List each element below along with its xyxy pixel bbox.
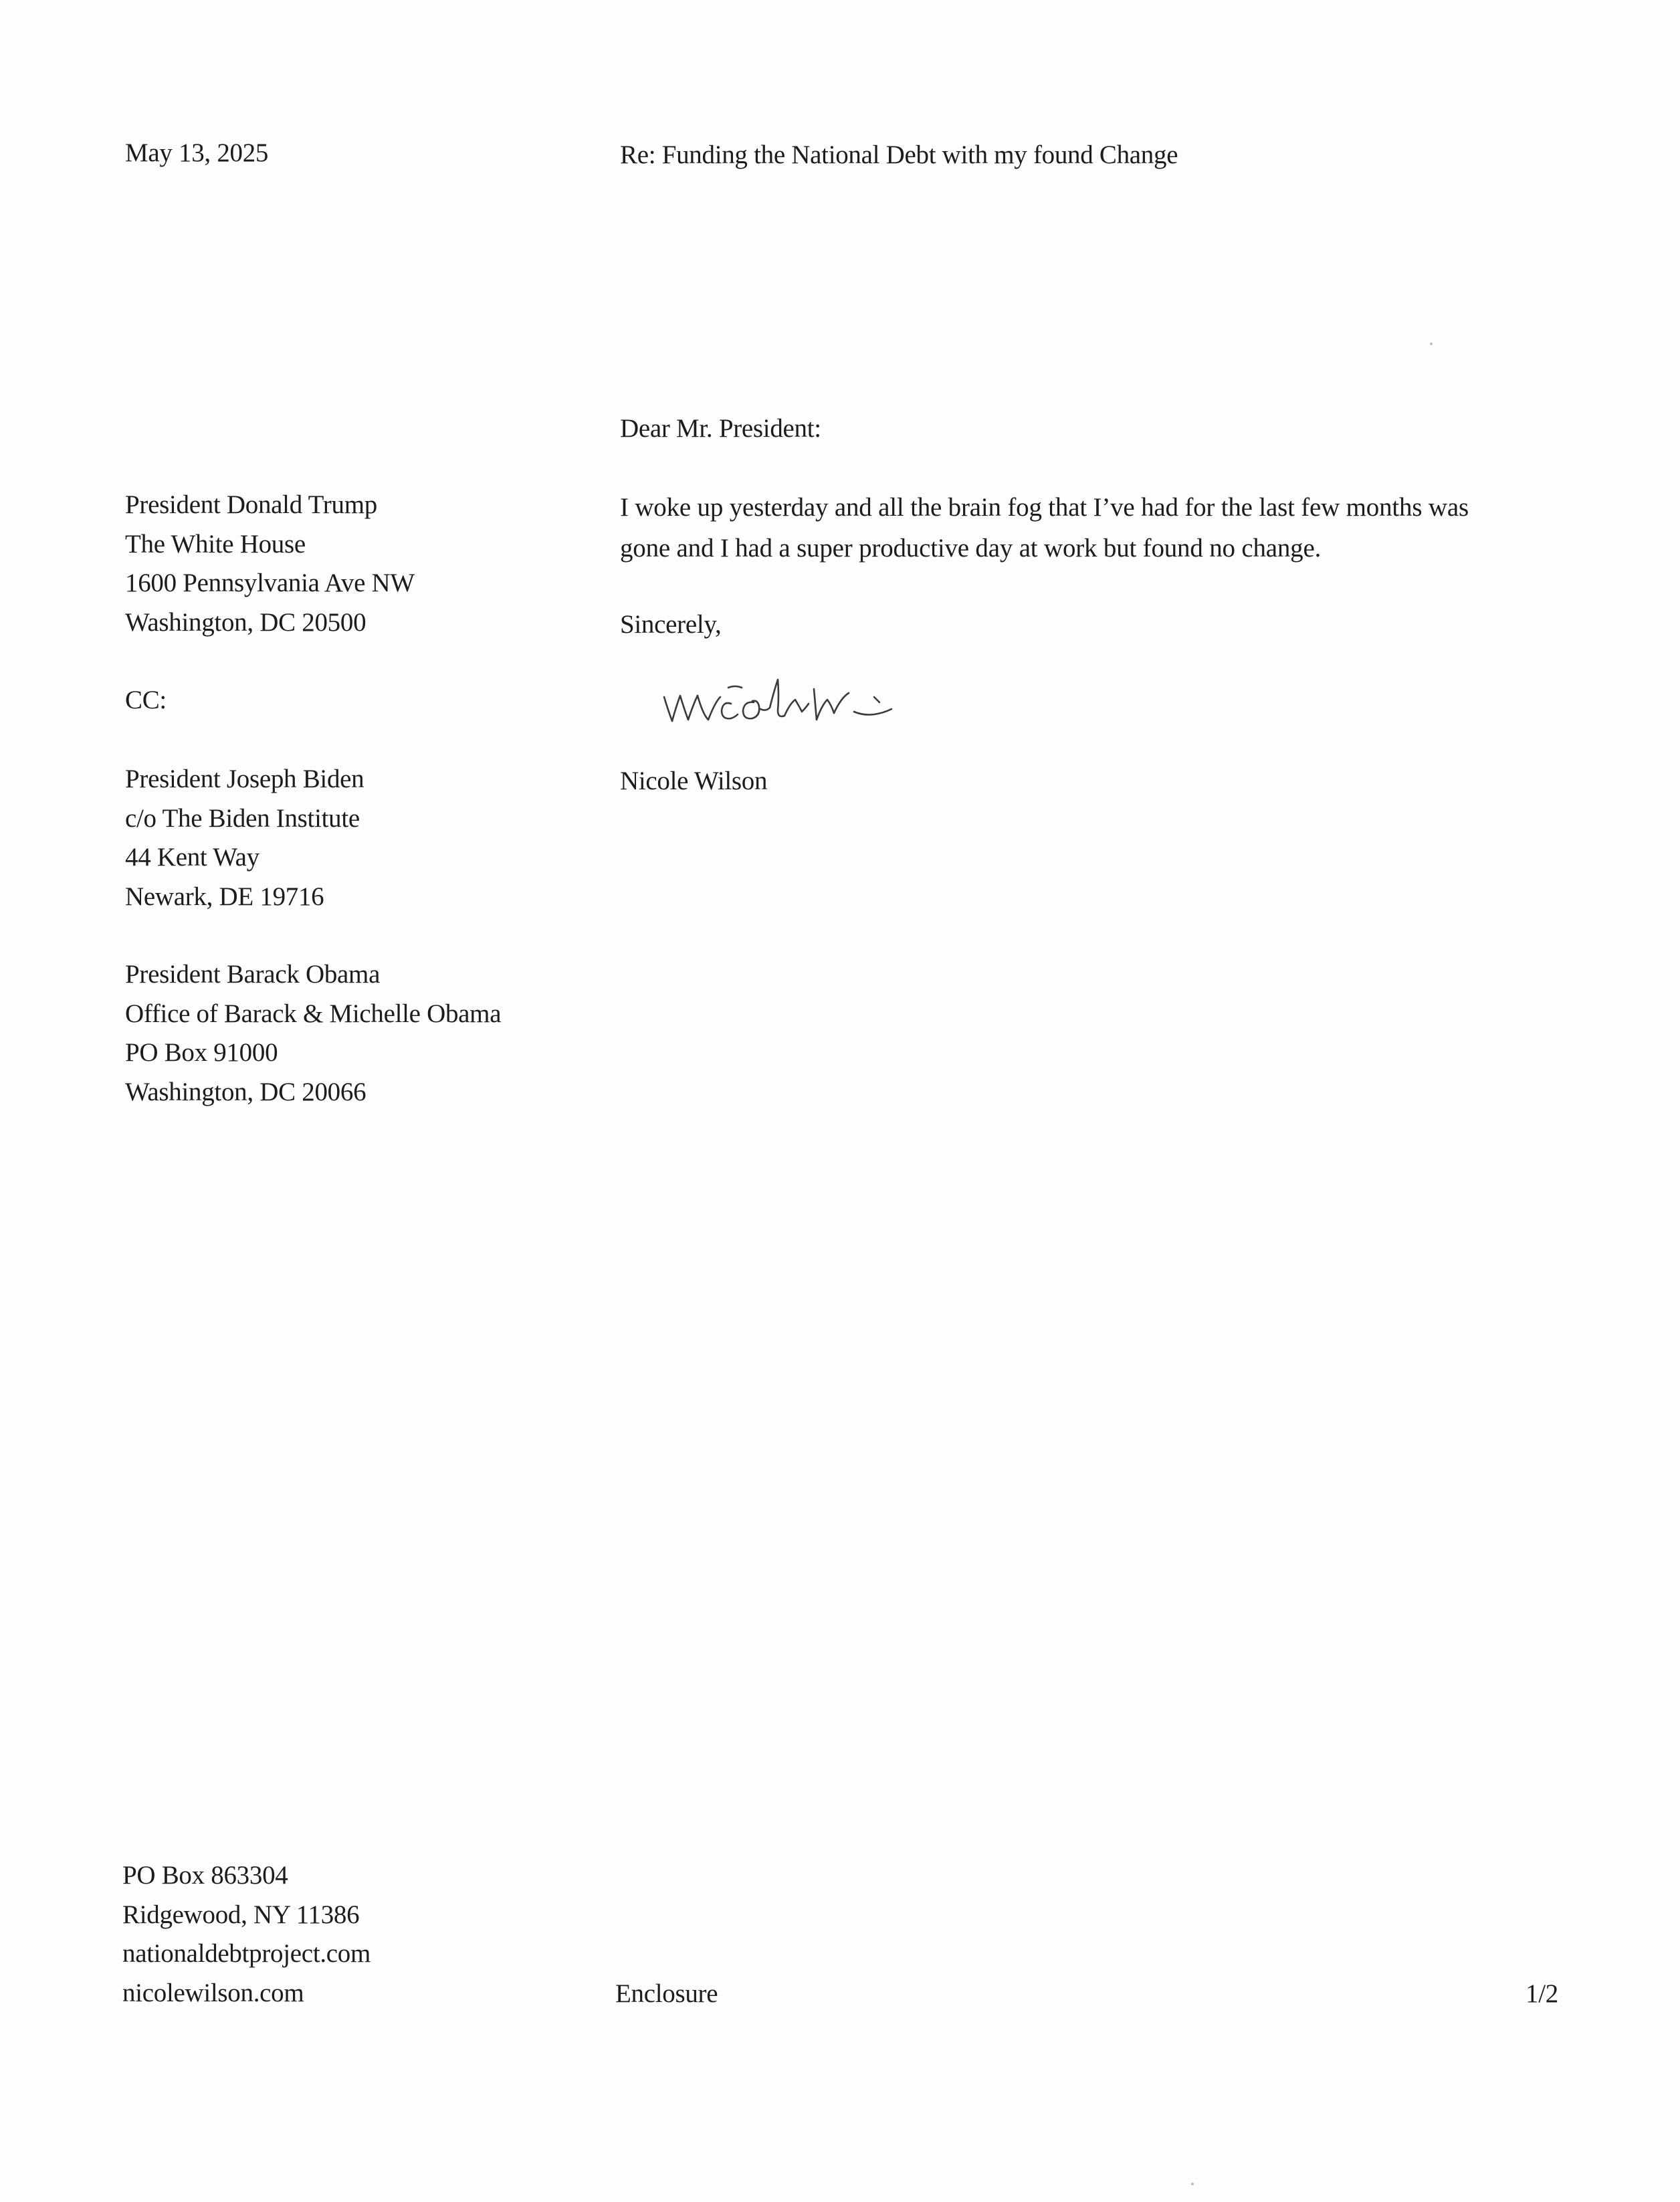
letter-date: May 13, 2025 [125,138,269,167]
cc-address-line: President Barack Obama [125,960,381,989]
cc-address-line: Newark, DE 19716 [125,882,324,911]
letter-subject: Re: Funding the National Debt with my found Change [620,140,1178,169]
closing: Sincerely, [620,610,722,639]
page-number: 1/2 [1526,1979,1558,2008]
body-paragraph-line: gone and I had a super productive day at work but found no change. [620,534,1322,563]
cc-address-line: Washington, DC 20066 [125,1077,366,1106]
scan-speck [1191,2183,1194,2185]
body-paragraph [620,487,1469,569]
cc-label: CC: [125,686,167,714]
recipient-address-line: The White House [125,529,306,559]
sender-address-line: PO Box 863304 [122,1861,288,1890]
sender-website: nicolewilson.com [122,1978,304,2007]
sender-address [122,1856,371,2013]
recipient-address-line: President Donald Trump [125,490,377,519]
recipient-address-line: 1600 Pennsylvania Ave NW [125,569,415,597]
body-paragraph-line: I woke up yesterday and all the brain fog that I’ve had for the last few months was [620,493,1469,522]
recipient-address-line: Washington, DC 20500 [125,607,366,637]
handwritten-signature [659,662,953,736]
cc-address-line: 44 Kent Way [125,843,259,872]
recipient-address [125,486,415,642]
enclosure-note: Enclosure [615,1979,718,2008]
cc-address-line: President Joseph Biden [125,765,364,793]
signer-name: Nicole Wilson [620,767,768,795]
sender-address-line: Ridgewood, NY 11386 [122,1900,360,1929]
cc-recipient-address [125,955,501,1112]
cc-address-line: PO Box 91000 [125,1038,278,1067]
salutation: Dear Mr. President: [620,414,821,443]
cc-address-line: Office of Barack & Michelle Obama [125,999,502,1028]
sender-website: nationaldebtproject.com [122,1939,371,1968]
cc-address-line: c/o The Biden Institute [125,803,360,833]
scan-speck [1430,342,1433,345]
cc-recipient-address [125,760,364,916]
